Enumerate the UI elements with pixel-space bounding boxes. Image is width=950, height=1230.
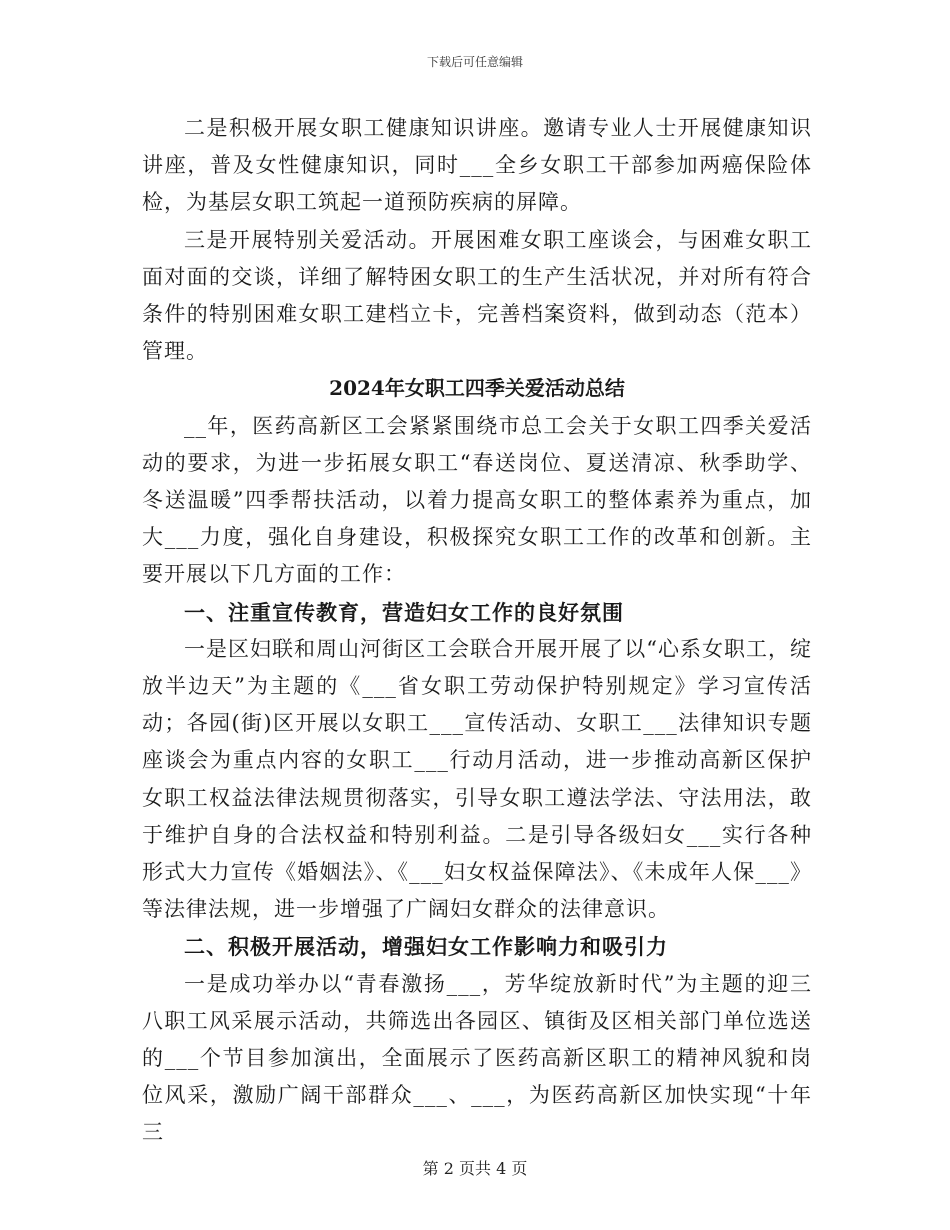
section-body-2: 一是成功举办以“青春激扬___，芳华绽放新时代”为主题的迎三八职工风采展示活动，共筛选出各园区、镇街及区相关部门单位选送的___个节目参加演出，全面展示了医药高新区职工的精神风貌和岗位风采，激励广阔干部群众___、___，为医药高新区加快实现“十年三 [142, 971, 812, 1145]
paragraph-health-lecture: 二是积极开展女职工健康知识讲座。邀请专业人士开展健康知识讲座，普及女性健康知识，同时___全乡女职工干部参加两癌保险体检，为基层女职工筑起一道预防疾病的屏障。 [142, 116, 812, 215]
document-body [142, 110, 812, 1152]
section-heading-2: 二、积极开展活动，增强妇女工作影响力和吸引力 [184, 934, 668, 960]
paragraph-intro: __年，医药高新区工会紧紧围绕市总工会关于女职工四季关爱活动的要求，为进一步拓展女职工“春送岗位、夏送清凉、秋季助学、冬送温暖”四季帮扶活动，以着力提高女职工的整体素养为重点，加大___力度，强化自身建设，积极探究女职工工作的改革和创新。主要开展以下几方面的工作： [142, 413, 812, 587]
document-title: 2024年女职工四季关爱活动总结 [329, 376, 625, 401]
paragraph-special-care: 三是开展特别关爱活动。开展困难女职工座谈会，与困难女职工面对面的交谈，详细了解特困女职工的生产生活状况，并对所有符合条件的特别困难女职工建档立卡，完善档案资料，做到动态（范本）管理。 [142, 227, 812, 364]
section-body-1: 一是区妇联和周山河街区工会联合开展开展了以“心系女职工，绽放半边天”为主题的《___省女职工劳动保护特别规定》学习宣传活动；各园(街)区开展以女职工___宣传活动、女职工___法律知识专题座谈会为重点内容的女职工___行动月活动，进一步推动高新区保护女职工权益法律法规贯彻落实，引导女职工遵法学法、守法用法，敢于维护自身的合法权益和特别利益。二是引导各级妇女___实行各种形式大力宣传《婚姻法》、《___妇女权益保障法》、《未成年人保___》等法律法规，进一步增强了广阔妇女群众的法律意识。 [142, 636, 812, 922]
page-footer: 第 2 页共 4 页 [422, 1159, 528, 1178]
section-heading-1: 一、注重宣传教育，营造妇女工作的良好氛围 [184, 599, 624, 625]
page-header: 下载后可任意编辑 [426, 55, 523, 69]
